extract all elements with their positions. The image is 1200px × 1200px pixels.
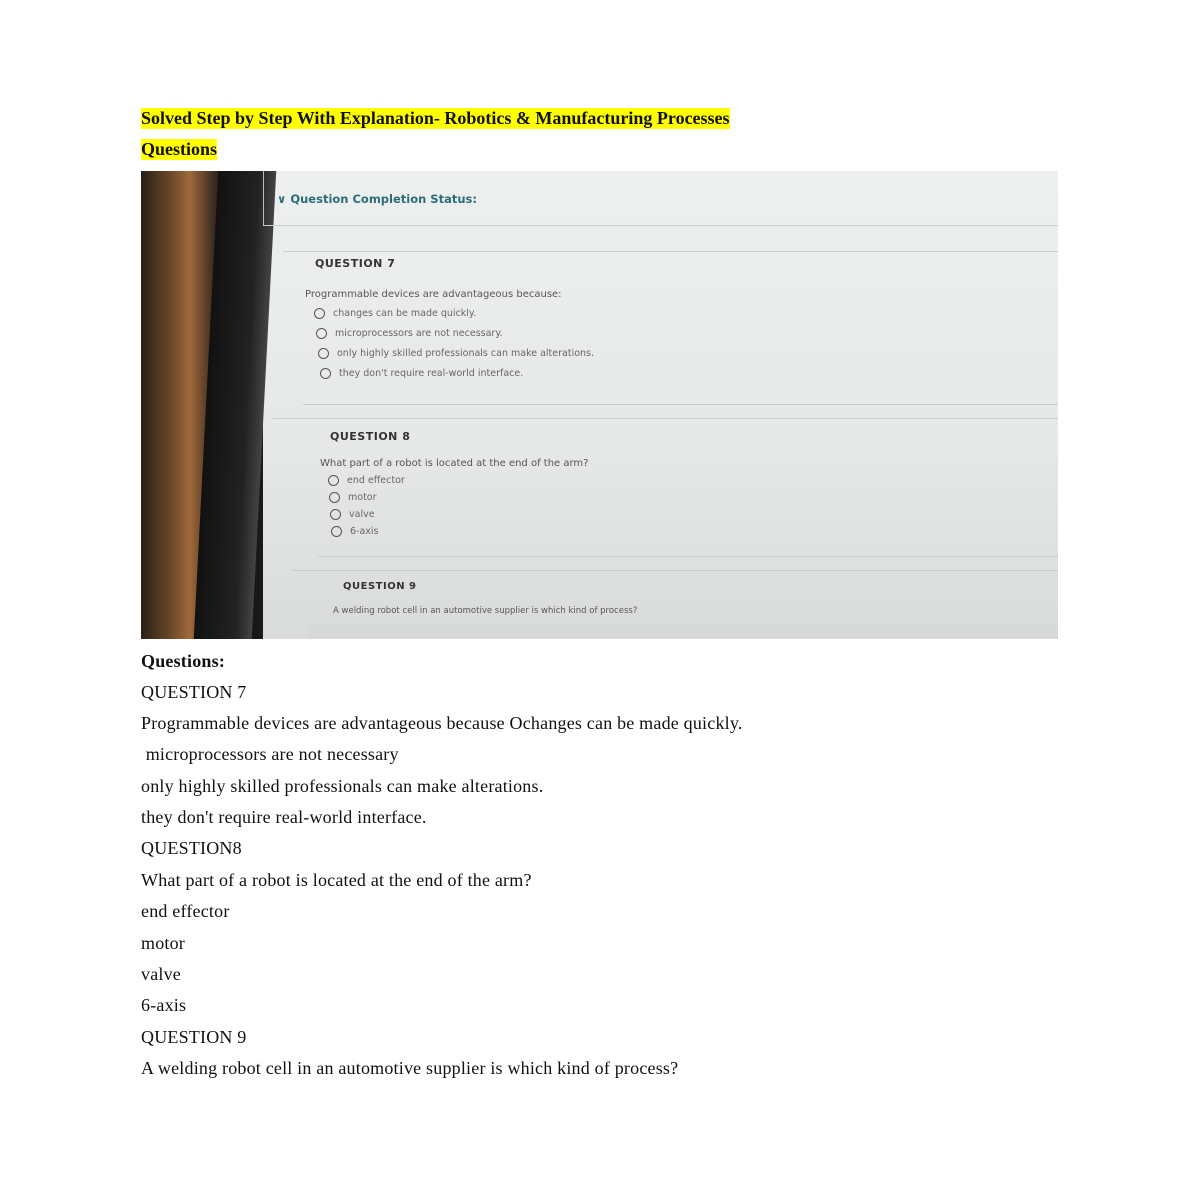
radio-icon[interactable] [330,509,341,520]
answer-option: motor [141,933,185,953]
option-label: valve [349,509,375,520]
question-7-heading: QUESTION 7 [315,257,396,270]
radio-icon[interactable] [331,526,342,537]
screen-content [263,171,1058,639]
completion-status-label: Question Completion Status: [290,192,477,206]
question-7-text: Programmable devices are advantageous because: [305,289,562,300]
radio-icon[interactable] [316,328,327,339]
option-label: they don't require real-world interface. [339,368,524,379]
answer-option: microprocessors are not necessary [141,744,399,764]
screen-bottom-bar [308,625,1058,639]
question-9-heading-text: QUESTION 9 [141,1027,247,1047]
question-9-heading: QUESTION 9 [343,581,417,592]
monitor-bezel [141,171,263,639]
question-7-text: Programmable devices are advantageous because Ochanges can be made quickly. [141,713,743,733]
option-label: only highly skilled professionals can make alterations. [337,348,595,359]
option-label: motor [348,492,377,503]
radio-icon[interactable] [329,492,340,503]
document-subtitle: Questions [141,139,218,159]
option-label: microprocessors are not necessary. [335,328,503,339]
question-7-heading-text: QUESTION 7 [141,682,247,702]
question-8-text: What part of a robot is located at the end of the arm? [141,870,532,890]
question-7-option[interactable] [318,348,594,359]
chevron-down-icon: ∨ [277,192,291,206]
questions-heading: Questions: [141,651,226,671]
answer-option: end effector [141,901,230,921]
question-8-heading: QUESTION 8 [330,430,411,443]
document-title: Solved Step by Step With Explanation- Robotics & Manufacturing Processes [141,108,730,128]
question-9-text: A welding robot cell in an automotive supplier is which kind of process? [333,606,638,616]
question-8-option[interactable] [328,475,405,486]
radio-icon[interactable] [314,308,325,319]
question-8-option[interactable] [330,509,375,520]
question-7-option[interactable] [316,328,503,339]
question-9-text: A welding robot cell in an automotive supplier is which kind of process? [141,1058,679,1078]
radio-icon[interactable] [320,368,331,379]
radio-icon[interactable] [318,348,329,359]
radio-icon[interactable] [328,475,339,486]
question-8-option[interactable] [329,492,377,503]
question-7-option[interactable] [320,368,523,379]
question-8-option[interactable] [331,526,379,537]
quiz-screenshot-photo [141,171,1058,639]
answer-option: only highly skilled professionals can make alterations. [141,776,544,796]
answer-option: 6-axis [141,995,187,1015]
answer-option: they don't require real-world interface. [141,807,427,827]
question-8-text: What part of a robot is located at the end of the arm? [320,458,589,469]
completion-status[interactable] [277,192,477,206]
question-7-option[interactable] [314,308,476,319]
option-label: 6-axis [350,526,379,537]
option-label: changes can be made quickly. [333,308,477,319]
option-label: end effector [347,475,405,486]
question-8-heading-text: QUESTION8 [141,838,242,858]
answer-option: valve [141,964,181,984]
